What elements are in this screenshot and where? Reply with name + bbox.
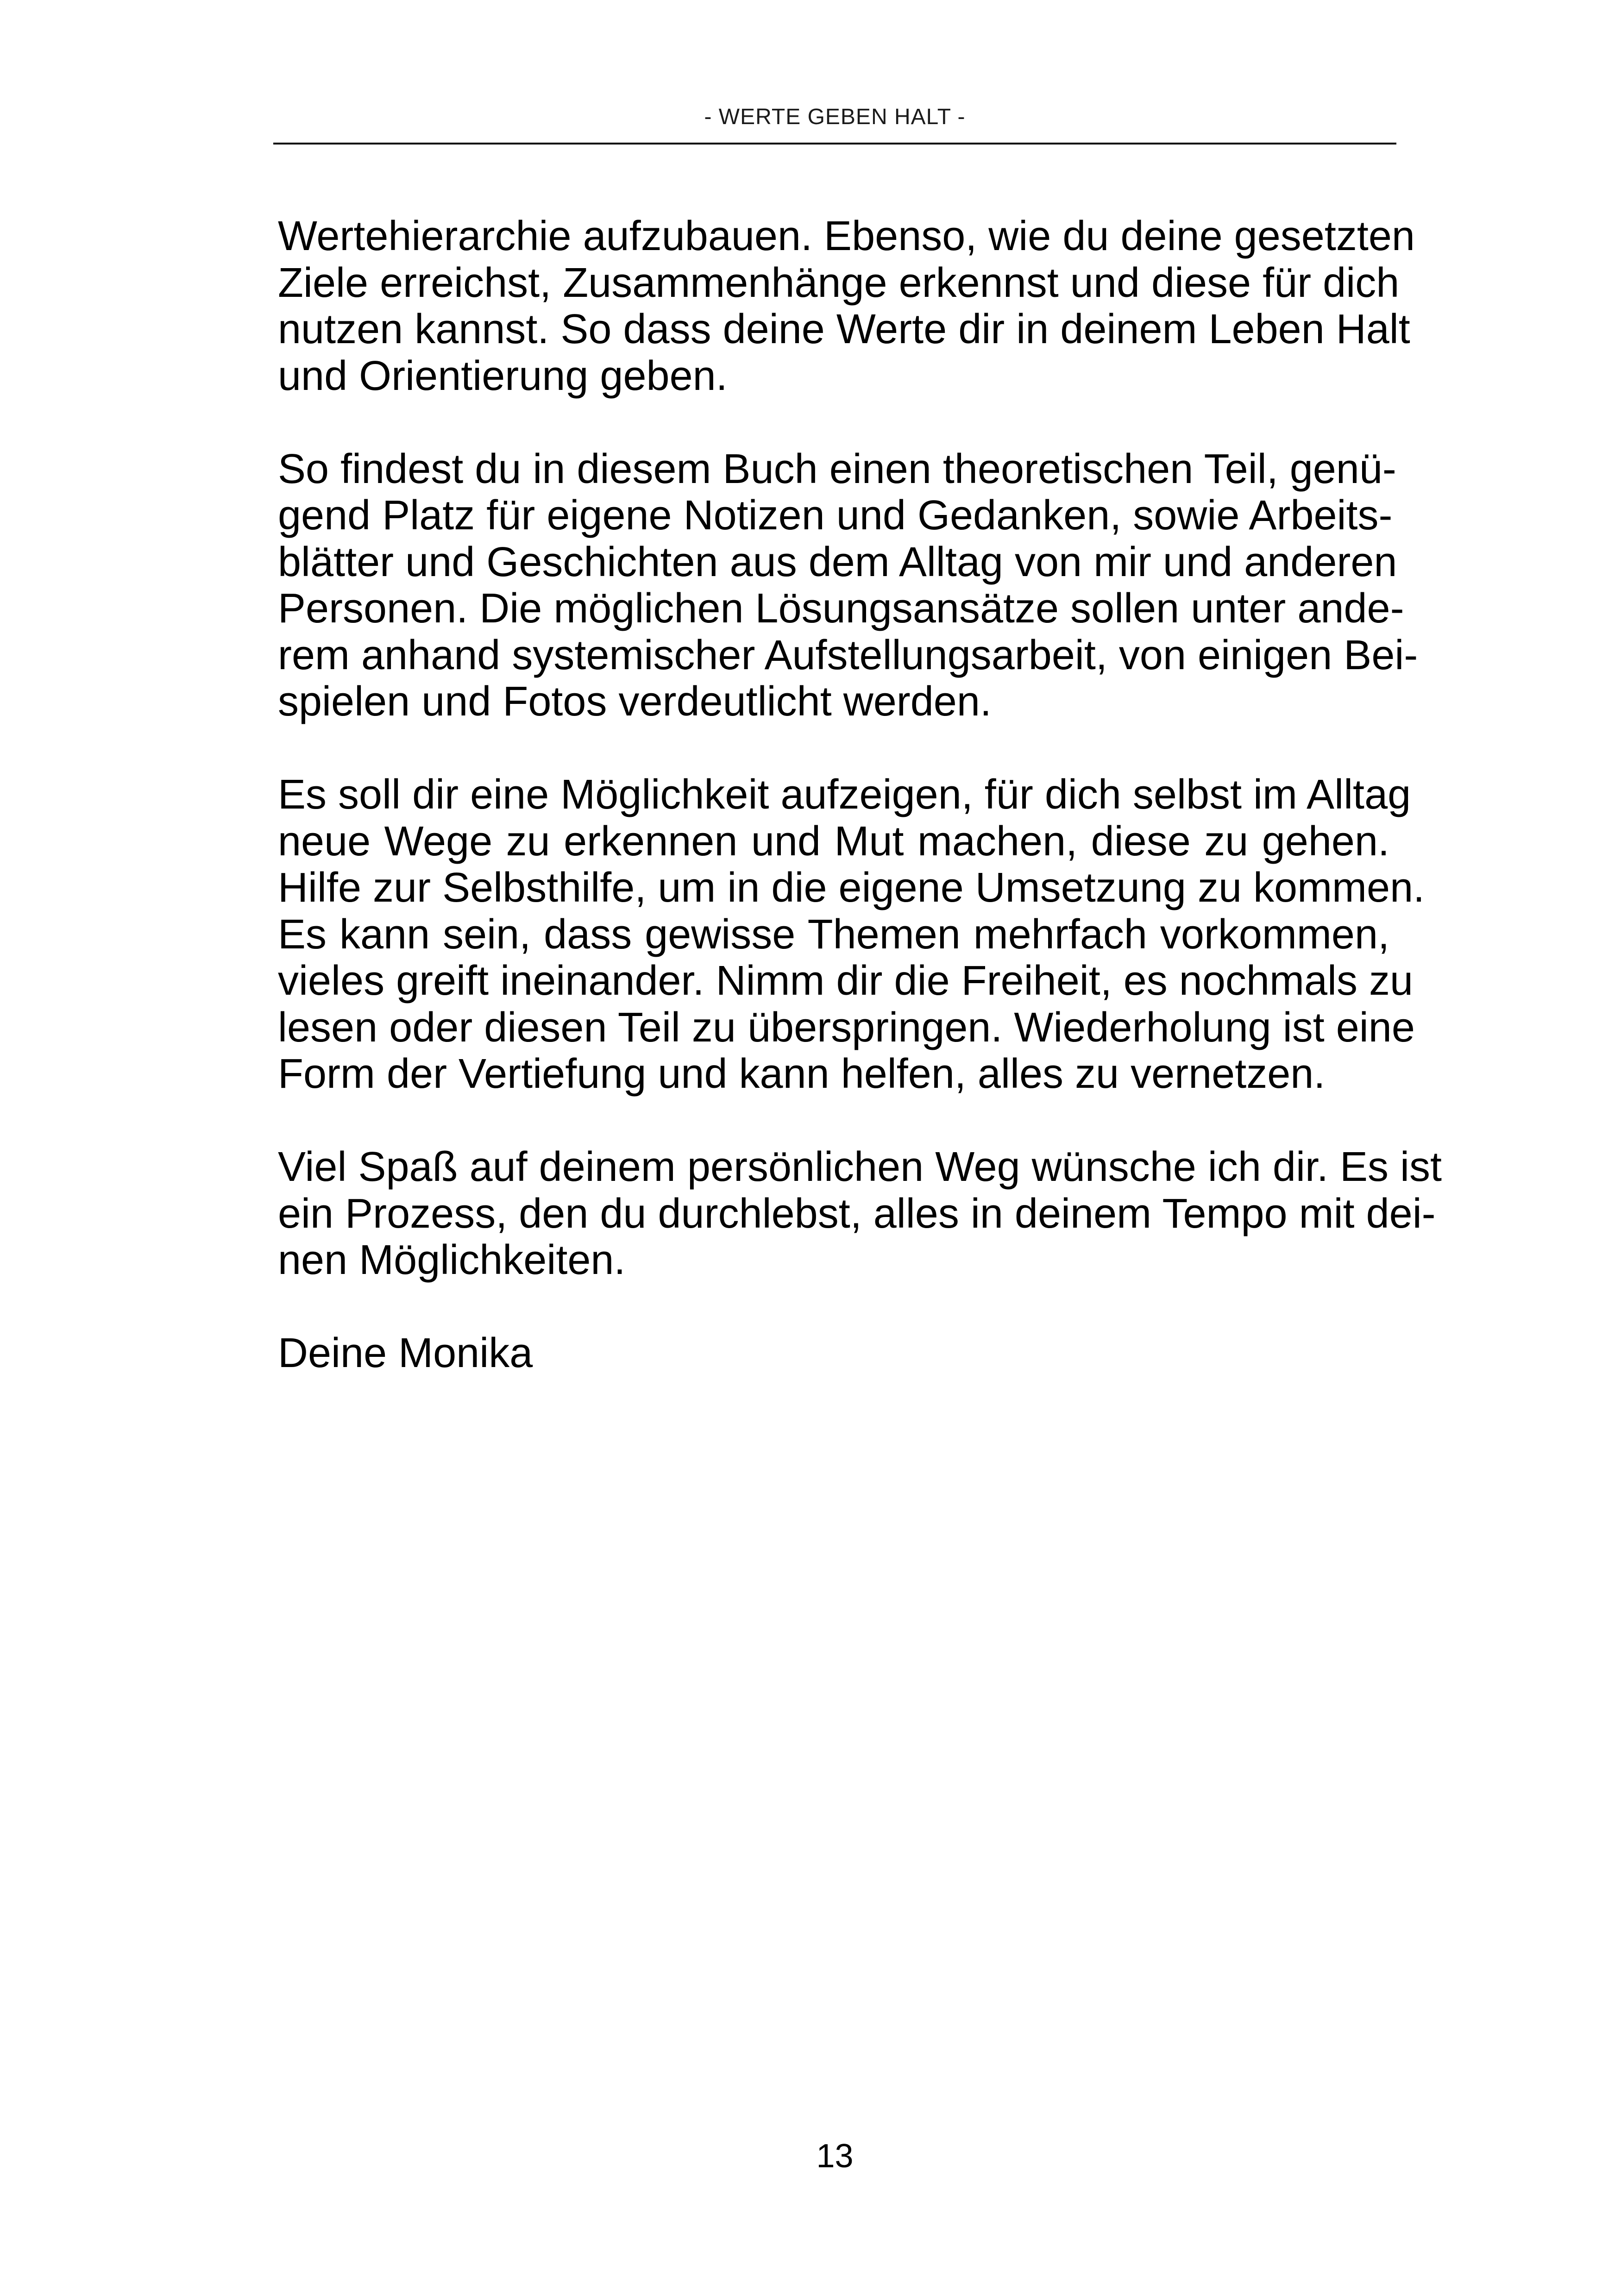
text-line: spielen und Fotos verdeutlicht werden. bbox=[278, 678, 992, 725]
text-line: Personen. Die möglichen Lösungsansätze sollen unter ande- bbox=[278, 585, 1404, 632]
paragraph-4 bbox=[278, 1144, 1442, 1284]
text-line: Hilfe zur Selbsthilfe, um in die eigene Umsetzung zu kommen. bbox=[278, 865, 1425, 911]
text-line: Form der Vertiefung und kann helfen, alles zu vernetzen. bbox=[278, 1051, 1326, 1097]
text-line: lesen oder diesen Teil zu überspringen. Wiederholung ist eine bbox=[278, 1004, 1415, 1051]
text-line: nutzen kannst. So dass deine Werte dir in deinem Leben Halt bbox=[278, 306, 1410, 352]
text-line: Ziele erreichst, Zusammenhänge erkennst und diese für dich bbox=[278, 259, 1400, 306]
text-line: ein Prozess, den du durchlebst, alles in deinem Tempo mit dei- bbox=[278, 1190, 1436, 1237]
running-header: - WERTE GEBEN HALT - bbox=[704, 105, 966, 129]
text-line: neue Wege zu erkennen und Mut machen, diese zu gehen. bbox=[278, 818, 1389, 865]
paragraph-2 bbox=[278, 445, 1418, 725]
text-line: Es soll dir eine Möglichkeit aufzeigen, für dich selbst im Alltag bbox=[278, 772, 1411, 818]
text-line: Wertehierarchie aufzubauen. Ebenso, wie du deine gesetzten bbox=[278, 213, 1415, 259]
text-line: nen Möglichkeiten. bbox=[278, 1237, 626, 1283]
text-line: rem anhand systemischer Aufstellungsarbeit, von einigen Bei- bbox=[278, 632, 1418, 678]
paragraph-1 bbox=[278, 213, 1415, 399]
text-line: blätter und Geschichten aus dem Alltag von mir und anderen bbox=[278, 539, 1397, 585]
signature-paragraph bbox=[278, 1330, 1389, 1377]
header-rule bbox=[273, 143, 1396, 144]
text-line: und Orientierung geben. bbox=[278, 352, 728, 399]
text-line: So findest du in diesem Buch einen theoretischen Teil, genü- bbox=[278, 445, 1396, 492]
text-line: Viel Spaß auf deinem persönlichen Weg wünsche ich dir. Es ist bbox=[278, 1144, 1442, 1190]
signature-line: Deine Monika bbox=[278, 1330, 533, 1376]
paragraph-3 bbox=[278, 772, 1425, 1098]
page-number: 13 bbox=[816, 2138, 854, 2175]
text-line: vieles greift ineinander. Nimm dir die Freiheit, es nochmals zu bbox=[278, 958, 1414, 1004]
text-line: gend Platz für eigene Notizen und Gedanken, sowie Arbeits- bbox=[278, 492, 1393, 539]
text-line: Es kann sein, dass gewisse Themen mehrfach vorkommen, bbox=[278, 911, 1389, 958]
body-text bbox=[278, 213, 1442, 1423]
